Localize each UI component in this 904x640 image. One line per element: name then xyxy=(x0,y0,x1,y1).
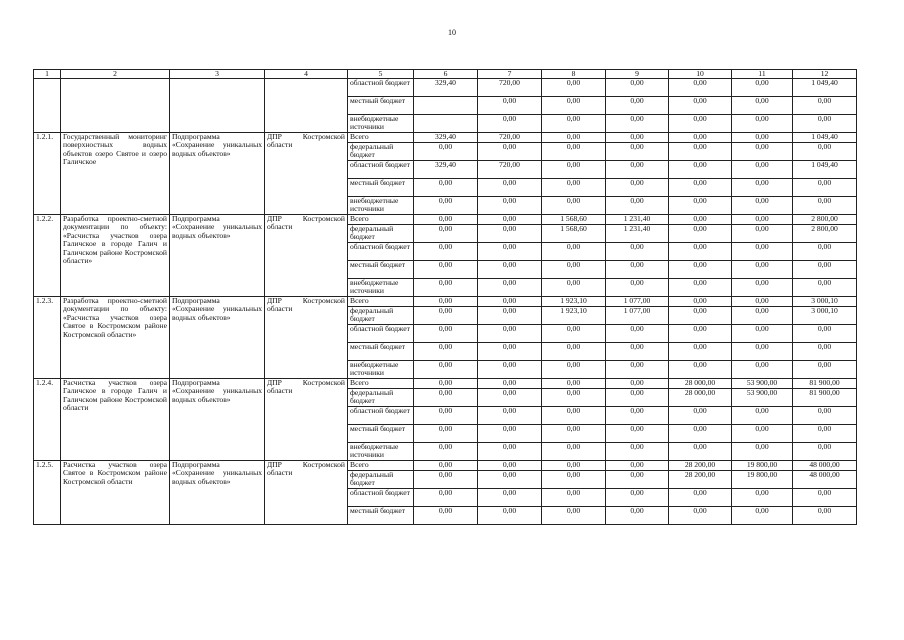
amount-cell: 720,00 xyxy=(478,133,542,143)
amount-cell: 0,00 xyxy=(732,115,793,133)
amount-cell: 0,00 xyxy=(669,407,732,425)
amount-cell: 0,00 xyxy=(793,243,857,261)
amount-cell: 0,00 xyxy=(606,179,669,197)
column-header: 2 xyxy=(61,70,170,79)
program-cell: Подпрограмма «Сохранение уникальных водных объектов» xyxy=(170,133,265,215)
amount-cell: 720,00 xyxy=(478,79,542,97)
funding-source-cell: внебюджетные источники xyxy=(348,361,414,379)
amount-cell: 329,40 xyxy=(414,133,478,143)
amount-cell: 0,00 xyxy=(478,325,542,343)
amount-cell: 0,00 xyxy=(793,343,857,361)
column-header: 6 xyxy=(414,70,478,79)
amount-cell: 0,00 xyxy=(606,79,669,97)
amount-cell: 0,00 xyxy=(478,215,542,225)
amount-cell: 0,00 xyxy=(414,215,478,225)
amount-cell: 0,00 xyxy=(542,197,606,215)
amount-cell: 0,00 xyxy=(669,243,732,261)
amount-cell: 0,00 xyxy=(732,425,793,443)
amount-cell: 0,00 xyxy=(669,179,732,197)
item-number-cell: 1.2.3. xyxy=(34,297,61,379)
item-number-cell: 1.2.2. xyxy=(34,215,61,297)
column-header: 9 xyxy=(606,70,669,79)
amount-cell: 0,00 xyxy=(478,197,542,215)
amount-cell: 0,00 xyxy=(606,425,669,443)
funding-source-cell: Всего xyxy=(348,133,414,143)
amount-cell: 0,00 xyxy=(606,243,669,261)
amount-cell: 0,00 xyxy=(542,461,606,471)
amount-cell: 0,00 xyxy=(793,325,857,343)
funding-source-cell: областной бюджет xyxy=(348,407,414,425)
amount-cell: 0,00 xyxy=(542,471,606,489)
amount-cell: 0,00 xyxy=(478,461,542,471)
amount-cell: 0,00 xyxy=(793,279,857,297)
program-cell: Подпрограмма «Сохранение уникальных водных объектов» xyxy=(170,215,265,297)
amount-cell: 0,00 xyxy=(606,143,669,161)
item-number-cell: 1.2.5. xyxy=(34,461,61,525)
amount-cell: 0,00 xyxy=(478,489,542,507)
amount-cell: 0,00 xyxy=(414,507,478,525)
amount-cell: 0,00 xyxy=(414,307,478,325)
amount-cell: 0,00 xyxy=(606,507,669,525)
amount-cell: 0,00 xyxy=(478,243,542,261)
amount-cell: 0,00 xyxy=(793,361,857,379)
amount-cell: 0,00 xyxy=(732,143,793,161)
amount-cell: 0,00 xyxy=(732,443,793,461)
amount-cell: 28 200,00 xyxy=(669,461,732,471)
funding-source-cell: внебюджетные источники xyxy=(348,279,414,297)
amount-cell: 0,00 xyxy=(606,133,669,143)
amount-cell: 720,00 xyxy=(478,161,542,179)
column-header: 11 xyxy=(732,70,793,79)
amount-cell: 0,00 xyxy=(669,197,732,215)
table-body xyxy=(34,79,857,525)
amount-cell: 1 568,60 xyxy=(542,215,606,225)
table-row xyxy=(34,133,857,143)
amount-cell: 28 000,00 xyxy=(669,379,732,389)
executor-cell: ДПР Костромской области xyxy=(265,133,348,215)
amount-cell: 0,00 xyxy=(669,297,732,307)
amount-cell: 0,00 xyxy=(478,471,542,489)
amount-cell: 0,00 xyxy=(606,325,669,343)
amount-cell: 0,00 xyxy=(606,161,669,179)
executor-cell xyxy=(265,79,348,133)
amount-cell: 1 077,00 xyxy=(606,297,669,307)
amount-cell: 1 049,40 xyxy=(793,133,857,143)
amount-cell: 81 900,00 xyxy=(793,379,857,389)
amount-cell: 0,00 xyxy=(542,279,606,297)
amount-cell: 0,00 xyxy=(542,489,606,507)
amount-cell: 1 049,40 xyxy=(793,79,857,97)
table-row xyxy=(34,461,857,471)
amount-cell: 1 077,00 xyxy=(606,307,669,325)
amount-cell: 0,00 xyxy=(669,143,732,161)
amount-cell: 0,00 xyxy=(669,325,732,343)
column-header: 3 xyxy=(170,70,265,79)
amount-cell: 0,00 xyxy=(478,279,542,297)
program-cell: Подпрограмма «Сохранение уникальных водных объектов» xyxy=(170,461,265,525)
amount-cell: 0,00 xyxy=(478,425,542,443)
funding-source-cell: внебюджетные источники xyxy=(348,443,414,461)
column-header: 7 xyxy=(478,70,542,79)
amount-cell: 0,00 xyxy=(542,97,606,115)
amount-cell: 0,00 xyxy=(414,297,478,307)
amount-cell: 0,00 xyxy=(732,261,793,279)
amount-cell: 0,00 xyxy=(478,443,542,461)
amount-cell: 0,00 xyxy=(542,443,606,461)
amount-cell: 0,00 xyxy=(606,389,669,407)
amount-cell: 1 923,10 xyxy=(542,297,606,307)
amount-cell: 0,00 xyxy=(414,489,478,507)
item-number-cell xyxy=(34,79,61,133)
amount-cell: 0,00 xyxy=(414,343,478,361)
budget-table xyxy=(33,69,857,525)
amount-cell: 19 800,00 xyxy=(732,471,793,489)
funding-source-cell: областной бюджет xyxy=(348,325,414,343)
amount-cell: 0,00 xyxy=(542,507,606,525)
page-number: 10 xyxy=(448,28,456,37)
amount-cell: 0,00 xyxy=(732,133,793,143)
amount-cell: 0,00 xyxy=(732,307,793,325)
funding-source-cell: областной бюджет xyxy=(348,161,414,179)
amount-cell: 0,00 xyxy=(669,507,732,525)
amount-cell: 0,00 xyxy=(732,97,793,115)
funding-source-cell: областной бюджет xyxy=(348,79,414,97)
amount-cell: 19 800,00 xyxy=(732,461,793,471)
amount-cell: 0,00 xyxy=(669,307,732,325)
amount-cell: 0,00 xyxy=(414,179,478,197)
amount-cell: 0,00 xyxy=(542,343,606,361)
header-row xyxy=(34,70,857,79)
amount-cell: 48 000,00 xyxy=(793,471,857,489)
funding-source-cell: Всего xyxy=(348,215,414,225)
amount-cell: 0,00 xyxy=(732,161,793,179)
amount-cell: 0,00 xyxy=(414,279,478,297)
amount-cell: 0,00 xyxy=(793,97,857,115)
amount-cell: 0,00 xyxy=(414,425,478,443)
amount-cell: 329,40 xyxy=(414,79,478,97)
amount-cell: 0,00 xyxy=(732,297,793,307)
amount-cell: 0,00 xyxy=(478,97,542,115)
amount-cell: 0,00 xyxy=(669,343,732,361)
amount-cell: 0,00 xyxy=(542,389,606,407)
funding-source-cell: областной бюджет xyxy=(348,489,414,507)
amount-cell: 0,00 xyxy=(542,143,606,161)
amount-cell: 0,00 xyxy=(732,215,793,225)
amount-cell: 0,00 xyxy=(478,307,542,325)
amount-cell: 0,00 xyxy=(478,179,542,197)
amount-cell: 0,00 xyxy=(414,261,478,279)
funding-source-cell: федеральный бюджет xyxy=(348,471,414,489)
amount-cell: 0,00 xyxy=(414,361,478,379)
column-header: 4 xyxy=(265,70,348,79)
amount-cell xyxy=(414,115,478,133)
column-header: 1 xyxy=(34,70,61,79)
amount-cell: 0,00 xyxy=(669,215,732,225)
amount-cell: 0,00 xyxy=(606,443,669,461)
amount-cell: 0,00 xyxy=(732,179,793,197)
amount-cell: 1 231,40 xyxy=(606,225,669,243)
amount-cell: 0,00 xyxy=(414,443,478,461)
amount-cell: 0,00 xyxy=(414,225,478,243)
amount-cell: 0,00 xyxy=(669,97,732,115)
funding-source-cell: местный бюджет xyxy=(348,261,414,279)
amount-cell: 0,00 xyxy=(606,261,669,279)
funding-source-cell: областной бюджет xyxy=(348,243,414,261)
amount-cell: 0,00 xyxy=(606,379,669,389)
amount-cell: 0,00 xyxy=(542,261,606,279)
amount-cell: 0,00 xyxy=(732,507,793,525)
item-number-cell: 1.2.1. xyxy=(34,133,61,215)
amount-cell: 0,00 xyxy=(669,161,732,179)
amount-cell: 0,00 xyxy=(542,179,606,197)
funding-source-cell: федеральный бюджет xyxy=(348,389,414,407)
funding-source-cell: Всего xyxy=(348,461,414,471)
program-cell xyxy=(170,79,265,133)
column-header: 8 xyxy=(542,70,606,79)
amount-cell: 1 568,60 xyxy=(542,225,606,243)
amount-cell: 0,00 xyxy=(606,407,669,425)
amount-cell: 0,00 xyxy=(478,379,542,389)
table-row xyxy=(34,297,857,307)
amount-cell: 81 900,00 xyxy=(793,389,857,407)
amount-cell: 0,00 xyxy=(793,115,857,133)
amount-cell: 0,00 xyxy=(732,279,793,297)
executor-cell: ДПР Костромской области xyxy=(265,215,348,297)
amount-cell: 3 000,10 xyxy=(793,297,857,307)
amount-cell: 0,00 xyxy=(732,79,793,97)
amount-cell: 0,00 xyxy=(606,361,669,379)
amount-cell: 0,00 xyxy=(606,279,669,297)
amount-cell: 0,00 xyxy=(669,115,732,133)
amount-cell: 0,00 xyxy=(478,297,542,307)
amount-cell: 0,00 xyxy=(793,407,857,425)
amount-cell: 0,00 xyxy=(542,243,606,261)
amount-cell: 1 231,40 xyxy=(606,215,669,225)
amount-cell: 0,00 xyxy=(414,407,478,425)
amount-cell: 2 800,00 xyxy=(793,225,857,243)
amount-cell: 0,00 xyxy=(542,379,606,389)
amount-cell: 0,00 xyxy=(478,261,542,279)
executor-cell: ДПР Костромской области xyxy=(265,461,348,525)
amount-cell: 0,00 xyxy=(478,343,542,361)
amount-cell: 53 900,00 xyxy=(732,379,793,389)
funding-source-cell: местный бюджет xyxy=(348,343,414,361)
amount-cell: 1 049,40 xyxy=(793,161,857,179)
amount-cell: 0,00 xyxy=(793,261,857,279)
item-name-cell: Разработка проектно-сметной документации по объекту: «Расчистка участков озера Святое в Костромском районе Костромской области» xyxy=(61,297,170,379)
amount-cell: 0,00 xyxy=(669,279,732,297)
amount-cell: 0,00 xyxy=(542,361,606,379)
amount-cell: 0,00 xyxy=(793,197,857,215)
item-name-cell: Расчистка участков озера Галичское в городе Галич и Галичском районе Костромской области xyxy=(61,379,170,461)
executor-cell: ДПР Костромской области xyxy=(265,379,348,461)
amount-cell: 0,00 xyxy=(478,225,542,243)
amount-cell xyxy=(414,97,478,115)
column-header: 5 xyxy=(348,70,414,79)
amount-cell: 0,00 xyxy=(732,489,793,507)
funding-source-cell: местный бюджет xyxy=(348,97,414,115)
funding-source-cell: местный бюджет xyxy=(348,179,414,197)
amount-cell: 0,00 xyxy=(732,197,793,215)
amount-cell: 0,00 xyxy=(793,507,857,525)
amount-cell: 0,00 xyxy=(669,79,732,97)
table-row xyxy=(34,379,857,389)
amount-cell: 3 000,10 xyxy=(793,307,857,325)
amount-cell: 329,40 xyxy=(414,161,478,179)
amount-cell: 0,00 xyxy=(732,343,793,361)
funding-source-cell: местный бюджет xyxy=(348,425,414,443)
amount-cell: 0,00 xyxy=(478,115,542,133)
program-cell: Подпрограмма «Сохранение уникальных водных объектов» xyxy=(170,379,265,461)
funding-source-cell: Всего xyxy=(348,379,414,389)
amount-cell: 48 000,00 xyxy=(793,461,857,471)
amount-cell: 0,00 xyxy=(606,461,669,471)
amount-cell: 0,00 xyxy=(542,115,606,133)
amount-cell: 0,00 xyxy=(542,133,606,143)
amount-cell: 2 800,00 xyxy=(793,215,857,225)
amount-cell: 0,00 xyxy=(732,361,793,379)
funding-source-cell: внебюджетные источники xyxy=(348,115,414,133)
amount-cell: 28 200,00 xyxy=(669,471,732,489)
amount-cell: 0,00 xyxy=(732,225,793,243)
item-name-cell xyxy=(61,79,170,133)
funding-source-cell: Всего xyxy=(348,297,414,307)
funding-source-cell: федеральный бюджет xyxy=(348,225,414,243)
amount-cell: 0,00 xyxy=(669,133,732,143)
amount-cell: 0,00 xyxy=(793,425,857,443)
item-name-cell: Государственный мониторинг поверхностных водных объектов озеро Святое и озеро Галичское xyxy=(61,133,170,215)
amount-cell: 0,00 xyxy=(669,361,732,379)
amount-cell: 0,00 xyxy=(414,471,478,489)
amount-cell: 0,00 xyxy=(793,143,857,161)
amount-cell: 0,00 xyxy=(669,225,732,243)
amount-cell: 0,00 xyxy=(669,489,732,507)
amount-cell: 1 923,10 xyxy=(542,307,606,325)
amount-cell: 0,00 xyxy=(478,507,542,525)
amount-cell: 0,00 xyxy=(542,79,606,97)
item-number-cell: 1.2.4. xyxy=(34,379,61,461)
amount-cell: 0,00 xyxy=(732,243,793,261)
amount-cell: 0,00 xyxy=(542,325,606,343)
amount-cell: 0,00 xyxy=(606,197,669,215)
amount-cell: 0,00 xyxy=(732,325,793,343)
amount-cell: 0,00 xyxy=(478,361,542,379)
amount-cell: 0,00 xyxy=(542,161,606,179)
funding-source-cell: внебюджетные источники xyxy=(348,197,414,215)
column-header: 10 xyxy=(669,70,732,79)
amount-cell: 0,00 xyxy=(732,407,793,425)
amount-cell: 0,00 xyxy=(606,489,669,507)
executor-cell: ДПР Костромской области xyxy=(265,297,348,379)
amount-cell: 0,00 xyxy=(414,197,478,215)
funding-source-cell: федеральный бюджет xyxy=(348,143,414,161)
amount-cell: 0,00 xyxy=(793,179,857,197)
table-row xyxy=(34,215,857,225)
amount-cell: 0,00 xyxy=(414,143,478,161)
amount-cell: 0,00 xyxy=(542,425,606,443)
program-cell: Подпрограмма «Сохранение уникальных водных объектов» xyxy=(170,297,265,379)
amount-cell: 0,00 xyxy=(414,243,478,261)
amount-cell: 0,00 xyxy=(478,407,542,425)
amount-cell: 0,00 xyxy=(606,471,669,489)
column-header: 12 xyxy=(793,70,857,79)
amount-cell: 0,00 xyxy=(414,379,478,389)
table-row xyxy=(34,79,857,97)
amount-cell: 0,00 xyxy=(542,407,606,425)
amount-cell: 0,00 xyxy=(669,443,732,461)
amount-cell: 0,00 xyxy=(793,443,857,461)
amount-cell: 0,00 xyxy=(669,261,732,279)
amount-cell: 0,00 xyxy=(793,489,857,507)
funding-source-cell: федеральный бюджет xyxy=(348,307,414,325)
funding-source-cell: местный бюджет xyxy=(348,507,414,525)
amount-cell: 0,00 xyxy=(606,343,669,361)
amount-cell: 0,00 xyxy=(414,389,478,407)
item-name-cell: Разработка проектно-сметной документации по объекту: «Расчистка участков озера Галичское в городе Галич и Галичском районе Костромской области» xyxy=(61,215,170,297)
amount-cell: 0,00 xyxy=(478,143,542,161)
amount-cell: 28 000,00 xyxy=(669,389,732,407)
amount-cell: 53 900,00 xyxy=(732,389,793,407)
amount-cell: 0,00 xyxy=(414,325,478,343)
amount-cell: 0,00 xyxy=(669,425,732,443)
amount-cell: 0,00 xyxy=(606,97,669,115)
amount-cell: 0,00 xyxy=(478,389,542,407)
amount-cell: 0,00 xyxy=(414,461,478,471)
amount-cell: 0,00 xyxy=(606,115,669,133)
item-name-cell: Расчистка участков озера Святое в Костромском районе Костромской области xyxy=(61,461,170,525)
